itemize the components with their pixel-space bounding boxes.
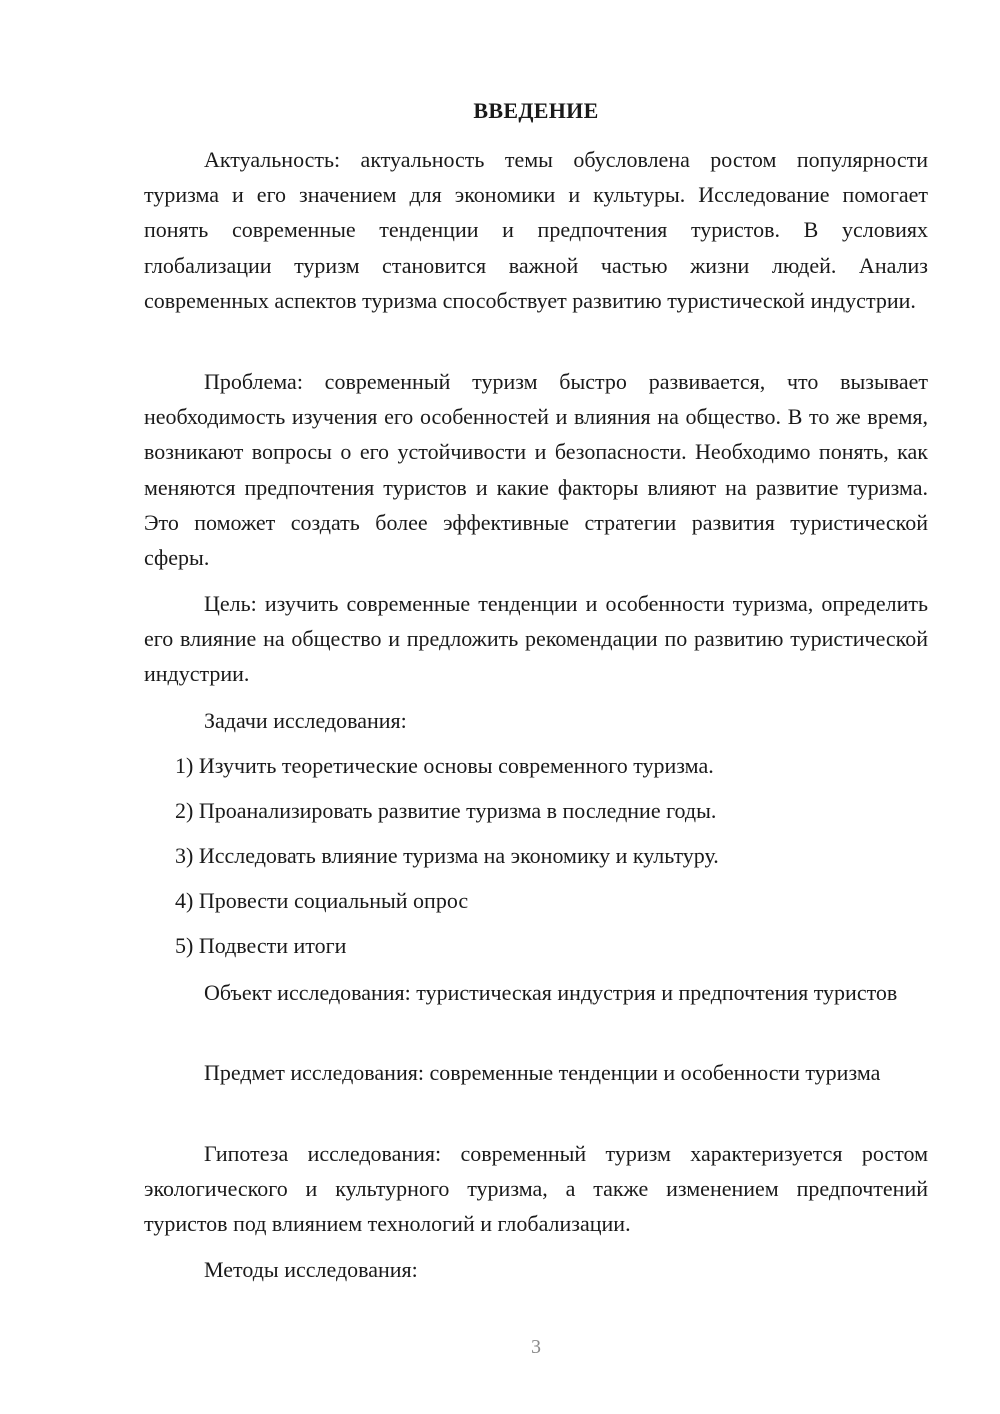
paragraph-hypothesis: Гипотеза исследования: современный туризм характеризуется ростом экологического и культурного туризма, а также изменением предпочтений туристов под влиянием технологий и глобализации. xyxy=(144,1141,928,1237)
tasks-heading: Задачи исследования: xyxy=(204,708,407,733)
paragraph-relevance: Актуальность: актуальность темы обусловлена ростом популярности туризма и его значением для экономики и культуры. Исследование помогает понять современные тенденции и предпочтения туристов. В условиях глобализации туризм становится важной частью жизни людей. Анализ современных аспектов туризма способствует развитию туристической индустрии. xyxy=(144,147,928,313)
methods-heading: Методы исследования: xyxy=(204,1257,418,1282)
paragraph-object: Объект исследования: туристическая индустрия и предпочтения туристов xyxy=(204,980,898,1005)
task-item-5: 5) Подвести итоги xyxy=(175,933,347,958)
task-item-3: 3) Исследовать влияние туризма на экономику и культуру. xyxy=(175,843,719,868)
task-item-4: 4) Провести социальный опрос xyxy=(175,888,469,913)
paragraph-goal: Цель: изучить современные тенденции и особенности туризма, определить его влияние на общество и предложить рекомендации по развитию туристической индустрии. xyxy=(144,591,928,687)
page-title: ВВЕДЕНИЕ xyxy=(473,98,599,123)
paragraph-subject: Предмет исследования: современные тенденции и особенности туризма xyxy=(204,1060,881,1085)
task-item-2: 2) Проанализировать развитие туризма в последние годы. xyxy=(175,798,717,823)
page-number: 3 xyxy=(531,1336,541,1358)
paragraph-problem: Проблема: современный туризм быстро развивается, что вызывает необходимость изучения его особенностей и влияния на общество. В то же время, возникают вопросы о его устойчивости и безопасности. Необходимо понять, как меняются предпочтения туристов и какие факторы влияют на развитие туризма. Это поможет создать более эффективные стратегии развития туристической сферы. xyxy=(144,369,928,571)
task-item-1: 1) Изучить теоретические основы современного туризма. xyxy=(175,753,714,778)
